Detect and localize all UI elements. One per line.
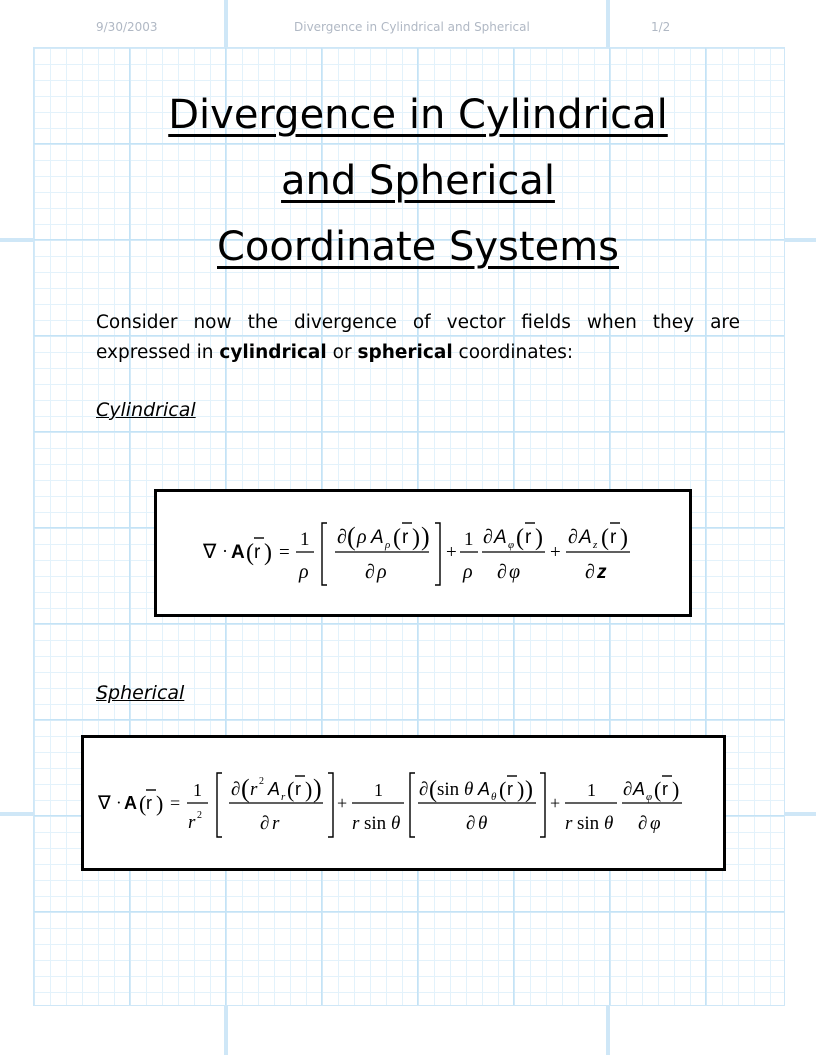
svg-text:z: z bbox=[597, 562, 607, 583]
svg-text:∂: ∂ bbox=[585, 561, 595, 583]
svg-text:A: A bbox=[478, 779, 491, 799]
svg-text:r: r bbox=[281, 791, 286, 803]
svg-text:(: ( bbox=[429, 777, 437, 803]
svg-text:r: r bbox=[272, 813, 280, 834]
svg-text:): ) bbox=[313, 774, 322, 803]
svg-text:r: r bbox=[295, 779, 301, 799]
svg-text:): ) bbox=[535, 525, 543, 551]
svg-text:A: A bbox=[371, 527, 384, 548]
svg-text:·: · bbox=[116, 793, 122, 812]
svg-text:∇: ∇ bbox=[98, 793, 111, 814]
frame-line-horizontal-right bbox=[783, 238, 816, 242]
svg-text:(: ( bbox=[241, 774, 250, 803]
svg-text:r: r bbox=[662, 779, 668, 799]
svg-text:∇: ∇ bbox=[203, 541, 217, 563]
svg-text:r: r bbox=[610, 527, 617, 548]
svg-text:1: 1 bbox=[193, 780, 202, 800]
svg-text:θ: θ bbox=[391, 813, 401, 834]
svg-text:+: + bbox=[446, 542, 457, 563]
svg-text:r: r bbox=[507, 779, 513, 799]
svg-text:2: 2 bbox=[197, 810, 202, 821]
svg-text:(: ( bbox=[499, 777, 507, 802]
svg-text:=: = bbox=[170, 793, 181, 813]
cylindrical-equation-box bbox=[154, 489, 692, 617]
svg-text:=: = bbox=[279, 542, 290, 563]
svg-text:(: ( bbox=[287, 777, 295, 802]
svg-text:(: ( bbox=[393, 525, 401, 551]
svg-text:(: ( bbox=[601, 525, 609, 551]
svg-text:A: A bbox=[231, 542, 245, 563]
svg-text:ρ: ρ bbox=[377, 561, 387, 583]
svg-text:): ) bbox=[421, 522, 430, 551]
svg-text:): ) bbox=[620, 525, 628, 551]
svg-text:1: 1 bbox=[587, 780, 596, 800]
frame-line-horizontal-right-low bbox=[783, 812, 816, 816]
header-date: 9/30/2003 bbox=[96, 20, 158, 34]
frame-line-vertical-left-bottom bbox=[224, 1004, 228, 1055]
svg-text:r: r bbox=[254, 542, 261, 563]
svg-text:r: r bbox=[188, 812, 196, 833]
svg-text:r: r bbox=[250, 779, 258, 800]
page-title bbox=[60, 82, 776, 280]
intro-text-before: Consider now the divergence of vector fields when they are expressed in bbox=[96, 312, 740, 363]
svg-text:+: + bbox=[550, 542, 561, 563]
svg-text:ρ: ρ bbox=[385, 539, 391, 551]
cylindrical-divergence-formula bbox=[157, 492, 689, 614]
frame-line-horizontal-left bbox=[0, 238, 33, 242]
intro-bold-cylindrical: cylindrical bbox=[219, 342, 327, 363]
intro-text-after: coordinates: bbox=[452, 342, 574, 363]
svg-text:2: 2 bbox=[259, 776, 264, 787]
svg-text:θ: θ bbox=[604, 813, 614, 834]
svg-text:φ: φ bbox=[509, 561, 521, 583]
svg-text:sin: sin bbox=[364, 813, 387, 834]
svg-text:): ) bbox=[264, 540, 272, 566]
frame-line-vertical-left bbox=[224, 0, 228, 47]
svg-text:∂: ∂ bbox=[337, 526, 347, 548]
svg-text:∂: ∂ bbox=[638, 813, 648, 834]
svg-text:∂: ∂ bbox=[419, 779, 429, 800]
svg-text:r: r bbox=[402, 527, 409, 548]
svg-text:θ: θ bbox=[464, 779, 474, 800]
svg-text:(: ( bbox=[654, 777, 662, 802]
svg-text:ρ: ρ bbox=[299, 561, 309, 583]
header-doc-title: Divergence in Cylindrical and Spherical bbox=[294, 20, 530, 34]
svg-text:∂: ∂ bbox=[483, 526, 493, 548]
svg-text:∂: ∂ bbox=[623, 779, 633, 800]
svg-text:r: r bbox=[352, 813, 360, 834]
title-line-1: Divergence in Cylindrical bbox=[168, 92, 668, 138]
svg-text:∂: ∂ bbox=[365, 561, 375, 583]
svg-text:A: A bbox=[579, 527, 592, 548]
frame-line-horizontal-left-low bbox=[0, 812, 33, 816]
intro-text-middle: or bbox=[326, 342, 358, 363]
svg-text:z: z bbox=[593, 539, 598, 551]
svg-text:∂: ∂ bbox=[466, 813, 476, 834]
svg-text:r: r bbox=[146, 793, 152, 813]
spherical-divergence-formula bbox=[84, 738, 723, 868]
svg-text:): ) bbox=[672, 777, 680, 802]
svg-text:+: + bbox=[550, 793, 561, 813]
svg-text:(: ( bbox=[246, 540, 254, 566]
svg-text:∂: ∂ bbox=[260, 813, 270, 834]
svg-text:(: ( bbox=[139, 791, 147, 816]
svg-text:sin: sin bbox=[437, 779, 460, 800]
svg-text:∂: ∂ bbox=[568, 526, 578, 548]
svg-text:φ: φ bbox=[650, 813, 661, 834]
svg-text:): ) bbox=[412, 525, 420, 551]
svg-text:): ) bbox=[305, 777, 313, 802]
svg-text:1: 1 bbox=[300, 529, 310, 550]
svg-text:θ: θ bbox=[491, 791, 497, 803]
svg-text:): ) bbox=[525, 777, 533, 803]
svg-text:A: A bbox=[124, 793, 137, 813]
svg-text:ρ: ρ bbox=[463, 561, 473, 583]
svg-text:A: A bbox=[494, 527, 507, 548]
svg-text:A: A bbox=[633, 779, 646, 799]
title-line-3: Coordinate Systems bbox=[217, 224, 619, 270]
svg-text:θ: θ bbox=[478, 813, 488, 834]
svg-text:(: ( bbox=[347, 522, 356, 551]
title-line-2: and Spherical bbox=[281, 158, 555, 204]
section-label-cylindrical: Cylindrical bbox=[96, 399, 196, 421]
svg-text:r: r bbox=[525, 527, 532, 548]
intro-bold-spherical: spherical bbox=[357, 342, 453, 363]
svg-text:1: 1 bbox=[464, 529, 474, 550]
svg-text:): ) bbox=[156, 791, 164, 816]
svg-text:sin: sin bbox=[577, 813, 600, 834]
svg-text:∂: ∂ bbox=[497, 561, 507, 583]
svg-text:φ: φ bbox=[646, 791, 653, 803]
intro-paragraph bbox=[96, 308, 740, 368]
svg-text:∂: ∂ bbox=[231, 779, 241, 800]
svg-text:): ) bbox=[517, 777, 525, 802]
svg-text:(: ( bbox=[516, 525, 524, 551]
svg-text:r: r bbox=[565, 813, 573, 834]
section-label-spherical: Spherical bbox=[96, 682, 185, 704]
svg-text:ρ: ρ bbox=[357, 526, 367, 548]
svg-text:1: 1 bbox=[374, 780, 383, 800]
frame-line-vertical-right-bottom bbox=[606, 1004, 610, 1055]
header-page-number: 1/2 bbox=[651, 20, 671, 34]
svg-text:A: A bbox=[268, 779, 281, 799]
svg-text:φ: φ bbox=[508, 539, 515, 551]
frame-line-vertical-right bbox=[606, 0, 610, 47]
spherical-equation-box bbox=[81, 735, 726, 871]
svg-text:·: · bbox=[222, 541, 228, 561]
svg-text:+: + bbox=[337, 793, 348, 813]
